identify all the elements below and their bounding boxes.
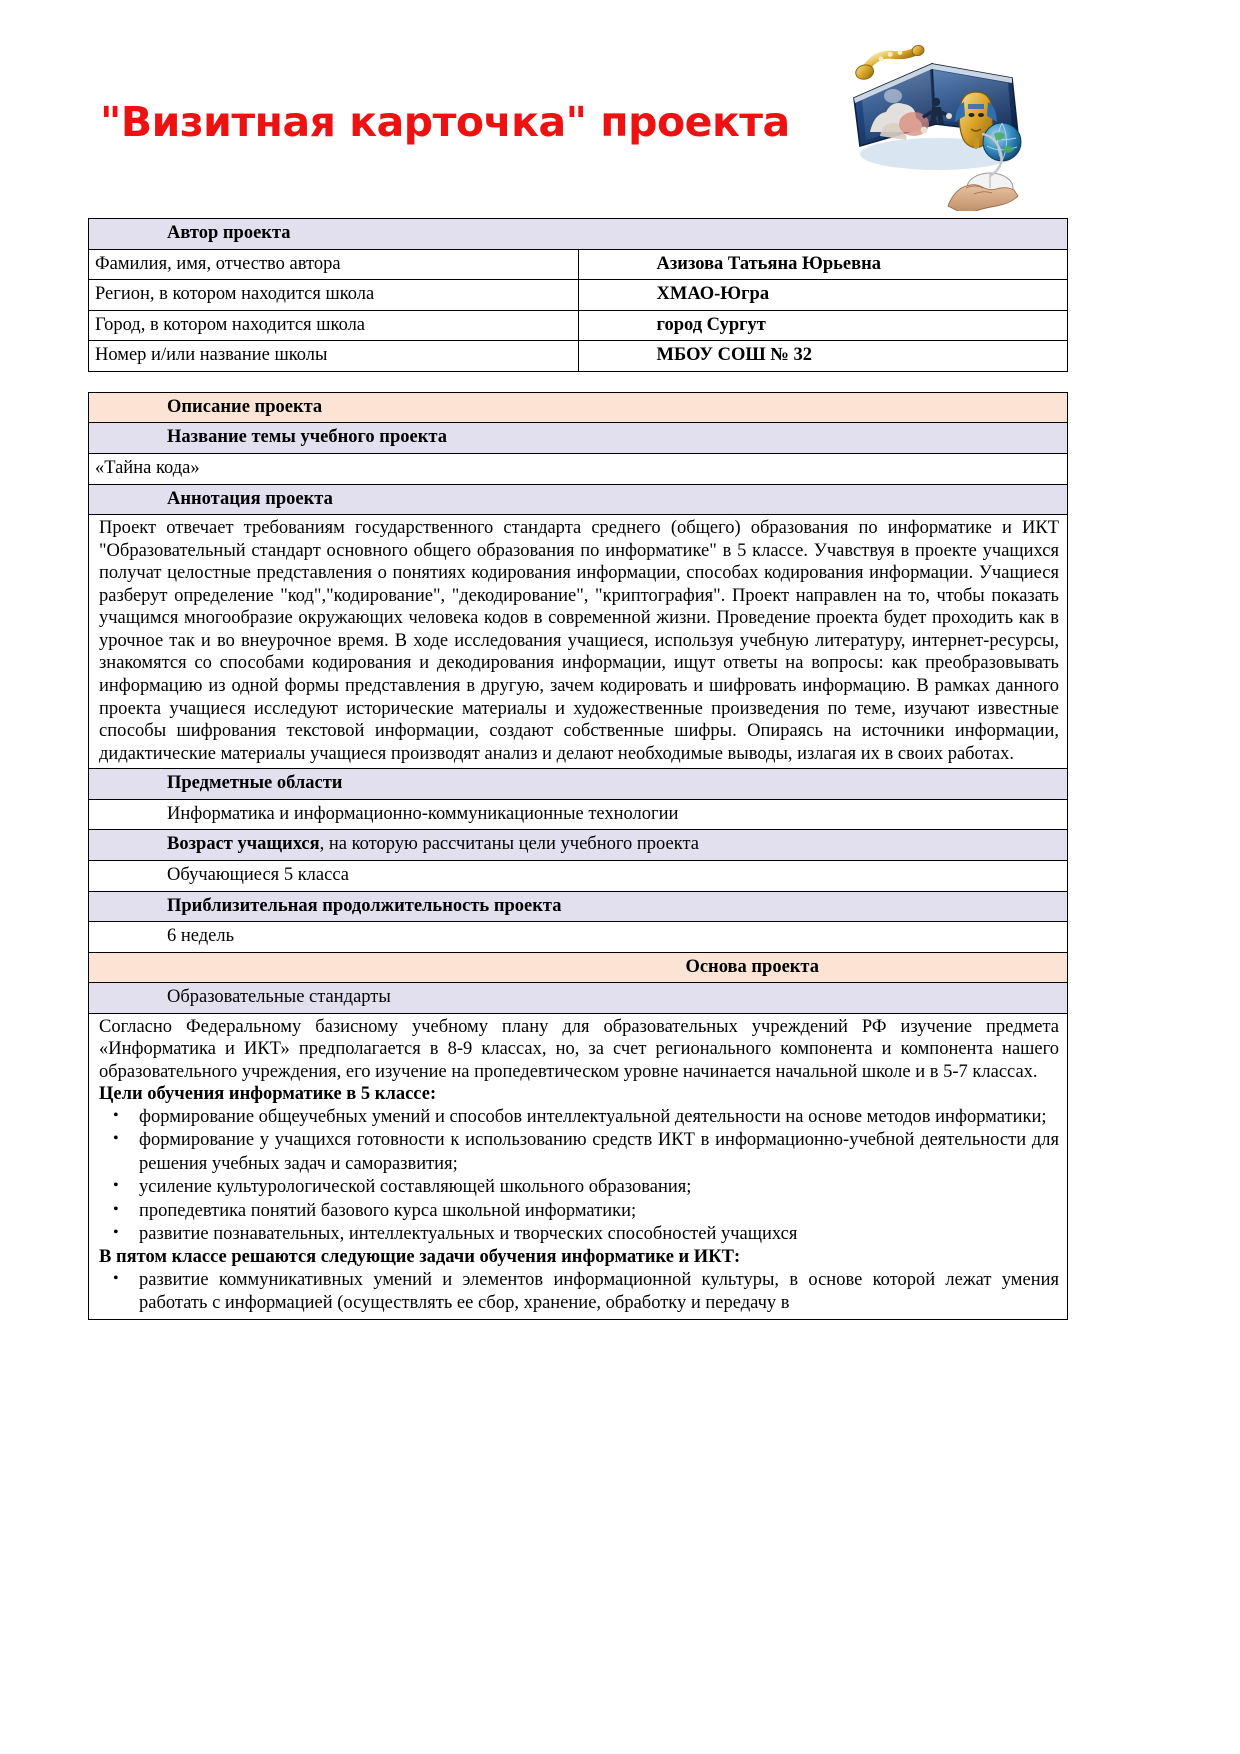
author-table: [88, 218, 1068, 372]
duration-header: Приблизительная продолжительность проекта: [89, 891, 1068, 922]
age-header-rest: , на которую рассчитаны цели учебного проекта: [319, 834, 699, 855]
table-row-section-header: [89, 952, 1068, 983]
list-item: [99, 1106, 1059, 1129]
author-school-label: Номер и/или название школы: [89, 341, 579, 372]
table-row: [89, 515, 1068, 769]
author-section-header: Автор проекта: [89, 219, 1068, 250]
table-row-sub-header: [89, 891, 1068, 922]
list-item: [99, 1176, 1059, 1199]
multimedia-book-illustration-icon: [836, 36, 1031, 211]
table-row-section-header: [89, 219, 1068, 250]
tasks-heading: В пятом классе решаются следующие задачи обучения информатике и ИКТ:: [99, 1247, 741, 1268]
table-row-sub-header: [89, 830, 1068, 861]
foundation-section-header: Основа проекта: [89, 952, 1068, 983]
standards-body: [89, 1013, 1068, 1319]
table-row: [89, 922, 1068, 953]
table-row-sub-header: [89, 769, 1068, 800]
topic-header: Название темы учебного проекта: [89, 423, 1068, 454]
bullet-icon: •: [113, 1223, 119, 1241]
list-item: [99, 1223, 1059, 1246]
topic-value: «Тайна кода»: [89, 453, 1068, 484]
author-school-value: МБОУ СОШ № 32: [578, 341, 1068, 372]
subject-areas-header: Предметные области: [89, 769, 1068, 800]
bullet-icon: •: [113, 1269, 119, 1287]
table-row: [89, 860, 1068, 891]
annotation-text: Проект отвечает требованиям государственного стандарта среднего (общего) образования по информатике и ИКТ "Образовательный стандарт основного общего образования по информатике" в 5 классе. Учавствуя в проекте учащихся получат целостные представления о понятиях кодирования информации, способах кодирования информации. Учащиеся разберут определение "код","кодирование", "декодирование", "криптография". Проект направлен на то, чтобы показать учащимся многообразие окружающих человека кодов в современной жизни. Проведение проекта будет проходить как в урочное так и во внеурочное время. В ходе исследования учащиеся, используя учебную литературу, интернет-ресурсы, знакомятся со способами кодирования и декодирования информации, ищут ответы на вопросы: как преобразовывать информацию из одной формы представления в другую, зачем кодировать и шифровать информацию. В рамках данного проекта учащиеся исследуют исторические материалы и художественные произведения по теме, изучают известные способы шифрования текстовой информации, создают собственные шифры. Опираясь на источники информации, дидактические материалы учащиеся производят анализ и делают необходимые выводы, излагая их в своих работах.: [89, 515, 1068, 769]
tasks-list: [99, 1269, 1059, 1316]
table-row-section-header: [89, 392, 1068, 423]
bullet-icon: •: [113, 1177, 119, 1195]
table-separator: [0, 372, 1240, 392]
description-section-header: Описание проекта: [89, 392, 1068, 423]
goals-list: [99, 1106, 1059, 1246]
author-city-value: город Сургут: [578, 310, 1068, 341]
table-row: [89, 1013, 1068, 1319]
author-name-value: Азизова Татьяна Юрьевна: [578, 249, 1068, 280]
table-row: [89, 310, 1068, 341]
goal-text: усиление культурологической составляющей школьного образования;: [139, 1177, 692, 1198]
duration-value: 6 недель: [89, 922, 1068, 953]
bullet-icon: •: [113, 1130, 119, 1148]
table-row: [89, 341, 1068, 372]
list-item: [99, 1129, 1059, 1176]
goal-text: пропедевтика понятий базового курса школьной информатики;: [139, 1200, 637, 1221]
age-header-bold: Возраст учащихся: [167, 834, 320, 855]
goal-text: формирование у учащихся готовности к использованию средств ИКТ в информационно-учебной деятельности для решения учебных задач и саморазвития;: [139, 1130, 1059, 1174]
goal-text: формирование общеучебных умений и способов интеллектуальной деятельности на основе методов информатики;: [139, 1107, 1047, 1127]
description-table: [88, 392, 1068, 1320]
table-row: [89, 249, 1068, 280]
list-item: [99, 1269, 1059, 1316]
author-city-label: Город, в котором находится школа: [89, 310, 579, 341]
age-value: Обучающиеся 5 класса: [89, 860, 1068, 891]
page-title: "Визитная карточка" проекта: [100, 98, 790, 146]
age-header: [89, 830, 1068, 861]
goal-text: развитие познавательных, интеллектуальных и творческих способностей учащихся: [139, 1223, 798, 1244]
bullet-icon: •: [113, 1200, 119, 1218]
bullet-icon: •: [113, 1107, 119, 1124]
table-row-sub-header: [89, 423, 1068, 454]
task-text: развитие коммуникативных умений и элементов информационной культуры, в основе которой лежат умения работать с информацией (осуществлять ее сбор, хранение, обработку и передачу в: [139, 1269, 1059, 1314]
table-row: [89, 799, 1068, 830]
goals-heading: Цели обучения информатике в 5 классе:: [99, 1084, 437, 1105]
list-item: [99, 1200, 1059, 1223]
author-region-label: Регион, в котором находится школа: [89, 280, 579, 311]
subject-areas-value: Информатика и информационно-коммуникационные технологии: [89, 799, 1068, 830]
author-region-value: ХМАО-Югра: [578, 280, 1068, 311]
author-name-label: Фамилия, имя, отчество автора: [89, 249, 579, 280]
standards-header: Образовательные стандарты: [89, 983, 1068, 1014]
table-row: [89, 280, 1068, 311]
table-row: [89, 453, 1068, 484]
standards-intro: Согласно Федеральному базисному учебному плану для образовательных учреждений РФ изучение предмета «Информатика и ИКТ» предполагается в 8-9 классах, но, за счет регионального компонента и компонента нашего образовательного учреждения, его изучение на пропедевтическом уровне начинается начальной школе и в 5-7 классах.: [99, 1016, 1059, 1082]
table-row-sub-header: [89, 484, 1068, 515]
table-row-sub-header: [89, 983, 1068, 1014]
annotation-header: Аннотация проекта: [89, 484, 1068, 515]
page-header: [0, 0, 1240, 218]
